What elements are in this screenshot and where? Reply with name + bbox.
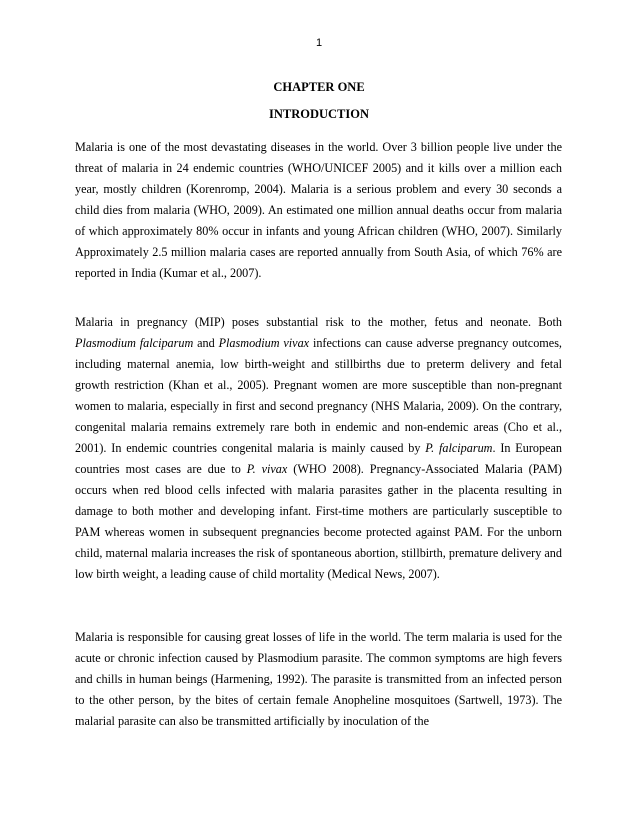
paragraph-1-text: Malaria is one of the most devastating diseases in the world. Over 3 billion people live under the threat of malaria in 24 endemic countries (WHO/UNICEF 2005) and it kills over a million each year, mostly children (Korenromp, 2004). Malaria is a serious problem and every 30 seconds a child dies from malaria (WHO, 2009). An estimated one million annual deaths occur from malaria of which approximately 80% occur in infants and young African children (WHO, 2007). Similarly Approximately 2.5 million malaria cases are reported annually from South Asia, of which 76% are reported in India (Kumar et al., 2007). — [75, 140, 562, 280]
paragraph-2-text — [75, 312, 562, 585]
page-number: 1 — [315, 37, 323, 49]
paragraph-2-span: and — [193, 336, 219, 350]
paragraph-2-span: . In European countries most cases are due to — [75, 441, 562, 476]
paragraph-3-text: Malaria is responsible for causing great losses of life in the world. The term malaria is used for the acute or chronic infection caused by Plasmodium parasite. The common symptoms are high fevers and chills in human beings (Harmening, 1992). The parasite is transmitted from an infected person to the other person, by the bites of certain female Anopheline mosquitoes (Sartwell, 1973). The malarial parasite can also be transmitted artificially by inoculation of the — [75, 630, 562, 728]
species-name-italic: Plasmodium falciparum — [75, 336, 194, 350]
chapter-heading: INTRODUCTION — [268, 107, 369, 121]
paragraph-2-span: Malaria in pregnancy (MIP) poses substantial risk to the mother, fetus and neonate. Both — [75, 315, 562, 329]
species-name-italic: Plasmodium vivax — [218, 336, 310, 350]
species-name-italic: P. falciparum — [425, 441, 493, 455]
paragraph-3 — [75, 627, 562, 732]
paragraph-2-span: (WHO 2008). Pregnancy-Associated Malaria (PAM) occurs when red blood cells infected with malaria parasites gather in the placenta resulting in damage to both mother and developing infant. First-time mothers are particularly susceptible to PAM whereas women in subsequent pregnancies become protected against PAM. For the unborn child, maternal malaria increases the risk of spontaneous abortion, stillbirth, premature delivery and low birth weight, a leading cause of child mortality (Medical News, 2007). — [75, 462, 562, 581]
chapter-label: CHAPTER ONE — [273, 80, 365, 94]
paragraph-2-span: infections can cause adverse pregnancy outcomes, including maternal anemia, low birth-weight and stillbirths due to preterm delivery and fetal growth restriction (Khan et al., 2005). Pregnant women are more susceptible than non-pregnant women to malaria, especially in first and second pregnancy (NHS Malaria, 2009). On the contrary, congenital malaria remains extremely rare both in endemic and non-endemic areas (Cho et al., 2001). In endemic countries congenital malaria is mainly caused by — [75, 336, 562, 455]
paragraph-1 — [75, 137, 562, 284]
species-name-italic: P. vivax — [246, 462, 288, 476]
paragraph-2 — [75, 312, 562, 585]
